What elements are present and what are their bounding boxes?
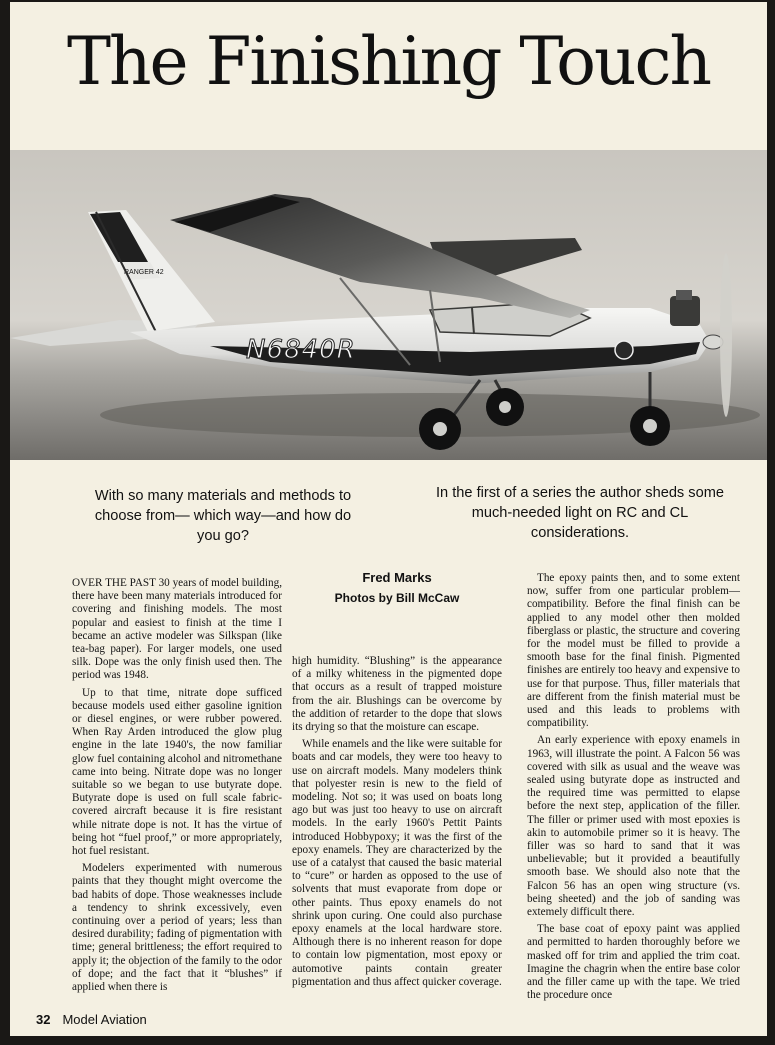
airplane-photo bbox=[10, 150, 767, 460]
paragraph: While enamels and the like were suitable for boats and car models, they were too heavy to use on aircraft models. Many modelers think that polyester resin is new to the field of modeling. Not so; it was used on boats long ago but was just too heavy to use on aircraft models. In the early 1960's Pettit Paints introduced Hobbypoxy; it was the first of the epoxy enamels. They are characterized by the use of a catalyst that caused the basic material to “cure” or harden as opposed to the use of solvents that must evaporate from dope or other paints. Thus epoxy enamels do not shrink upon curing. One could also purchase epoxy enamels at the local hardware store. Although there is no inherent reason for dope to contain low pigmentation, most epoxy or automotive paints contain greater pigmentation and thus affect quicker coverage. bbox=[292, 738, 502, 988]
photo-credit: Photos by Bill McCaw bbox=[334, 591, 460, 605]
paragraph: Modelers experimented with numerous paints that they thought might overcome the bad habits of dope. Those weaknesses include a tendency to shrink excessively, even continuing over a period of years; less than desired durability; fading of pigmentation with time; general brittleness; the effort required to apply it; the objection of the family to the odor of dope; and the fact that it “blushes” if applied when there is bbox=[72, 862, 282, 994]
paragraph: Up to that time, nitrate dope sufficed because models used either gasoline ignition or diesel engines, or were rubber powered. When Ray Arden introduced the glow plug engine in the late 1940's, the now familiar glow fuel containing alcohol and nitromethane came into being. Nitrate dope was no longer suitable so we began to use butyrate dope. Butyrate dope is used on full scale fabric-covered aircraft because it is fire resistant while nitrate dope is not. It has the virtue of being hot “fuel proof,” or more appropriately, hot fuel resistant. bbox=[72, 686, 282, 858]
paragraph: high humidity. “Blushing” is the appearance of a milky whiteness in the pigmented dope that occurs as a result of trapped moisture from the air. Blushings can be overcome by the addition of retarder to the dope that slows its drying so that the moisture can escape. bbox=[292, 655, 502, 734]
magazine-page bbox=[10, 2, 767, 1036]
deck-right: In the first of a series the author sheds some much-needed light on RC and CL considerations. bbox=[436, 485, 724, 541]
deck-left: With so many materials and methods to choose from— which way—and how do you go? bbox=[94, 488, 352, 544]
page-footer bbox=[36, 1012, 147, 1027]
tail-label: RANGER 42 bbox=[124, 269, 164, 276]
body-column-1 bbox=[72, 577, 282, 998]
body-column-2 bbox=[292, 655, 502, 993]
propeller bbox=[720, 253, 732, 417]
paragraph: The epoxy paints then, and to some extent now, suffer from one particular problem—compatibility. Before the final finish can be applied to any model other then molded fiberglass or plastic, the structure and covering for the model must be filled to provide a smooth base for the final finish. Pigmented finishes are entirely too heavy and expensive to use for that purpose. Thus, filler materials that are different from the finish material must be used and this leads to problems with compatibility. bbox=[527, 572, 740, 730]
author-name: Fred Marks bbox=[362, 570, 432, 585]
body-column-3 bbox=[527, 572, 740, 1007]
paragraph: OVER THE PAST 30 years of model building, there have been many materials introduced for covering and finishing models. The most popular and easiest to finish at the time I became an active modeler was Silkspan (like tea-bag paper). For larger models, one used silk. Dope was the only finish used then. The period was 1948. bbox=[72, 577, 282, 682]
paragraph: An early experience with epoxy enamels in 1963, will illustrate the point. A Falcon 56 was covered with silk as usual and the weave was sealed using butyrate dope as instructed and the required time was permitted to elapse before the next step, application of the filler. The filler or primer used with most epoxies is akin to automobile primer so it is heavy. The filler was so hard to sand that it was unbelievable; but it provided a beautifully smooth base. We should also note that the Falcon 56 has an open wing structure (vs. being sheeted) and the job of sanding was extemely difficult there. bbox=[527, 734, 740, 919]
magazine-name: Model Aviation bbox=[62, 1012, 147, 1027]
engine bbox=[670, 296, 700, 326]
byline bbox=[292, 569, 502, 607]
article-title: The Finishing Touch bbox=[67, 23, 710, 100]
registration-marking: N6840R bbox=[246, 335, 356, 365]
paragraph: The base coat of epoxy paint was applied and permitted to harden thoroughly before we masked off for trim and applied the trim coat. Imagine the chagrin when the entire base color and the filler came up with the tape. We tried the procedure once bbox=[527, 923, 740, 1002]
page-number: 32 bbox=[36, 1012, 51, 1027]
